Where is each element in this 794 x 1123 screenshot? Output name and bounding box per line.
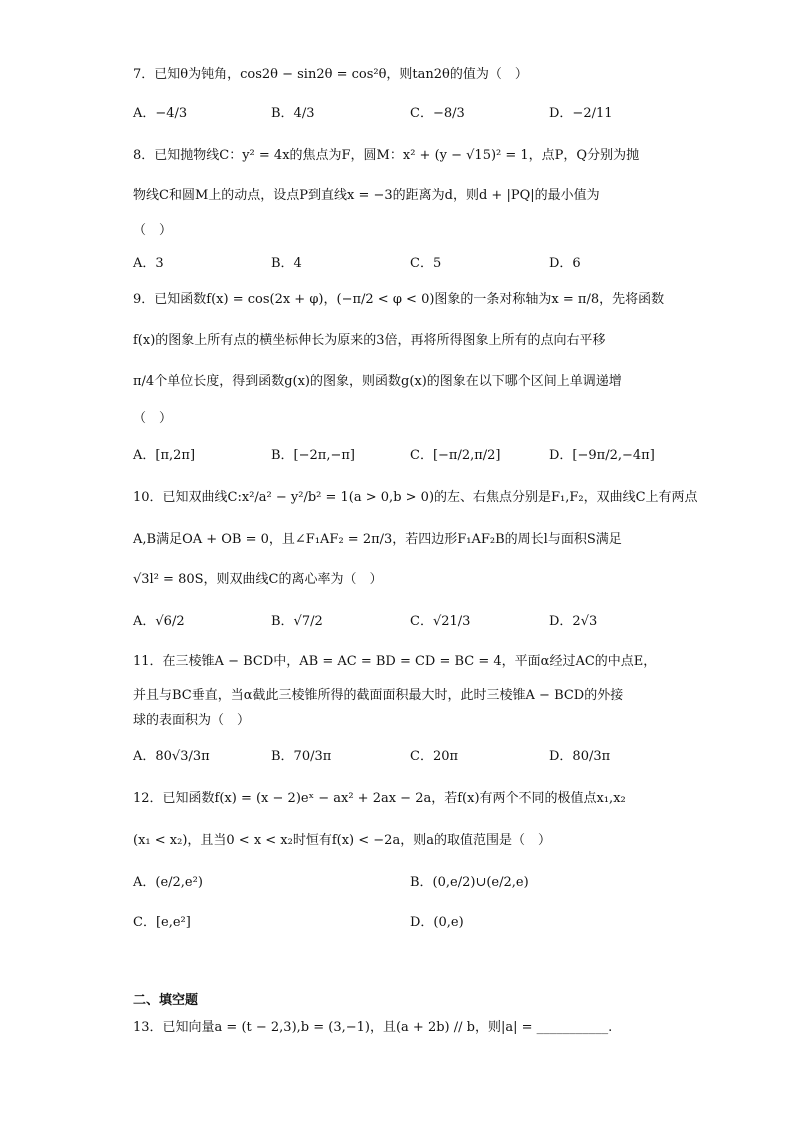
- question-12-option-b[interactable]: B．(0,e/2)∪(e/2,e): [410, 875, 529, 890]
- question-8-option-a[interactable]: A．3: [133, 256, 164, 271]
- question-9-option-c[interactable]: C．[−π/2,π/2]: [410, 448, 501, 463]
- question-12-stem-line-1: 12．已知函数f(x) = (x − 2)eˣ − ax² + 2ax − 2a，若f(x)有两个不同的极值点x₁,x₂: [133, 791, 626, 806]
- question-11-option-b[interactable]: B．70/3π: [271, 749, 332, 764]
- question-8-stem-line-1: 8．已知抛物线C：y² = 4x的焦点为F，圆M：x² + (y − √15)² = 1，点P，Q分别为抛: [133, 148, 640, 163]
- question-10-stem-line-2: A,B满足OA + OB = 0，且∠F₁AF₂ = 2π/3，若四边形F₁AF₂B的周长l与面积S满足: [133, 532, 622, 547]
- question-8-stem-line-2: 物线C和圆M上的动点，设点P到直线x = −3的距离为d，则d + |PQ|的最小值为: [133, 188, 600, 203]
- question-10-stem-line-3: √3l² = 80S，则双曲线C的离心率为（ ）: [133, 572, 383, 587]
- question-7-option-b[interactable]: B．4/3: [271, 106, 315, 121]
- question-9-option-a[interactable]: A．[π,2π]: [133, 448, 196, 463]
- question-10-option-a[interactable]: A．√6/2: [133, 614, 185, 629]
- question-12-option-d[interactable]: D．(0,e): [410, 915, 464, 930]
- question-8-option-b[interactable]: B．4: [271, 256, 302, 271]
- question-11-option-a[interactable]: A．80√3/3π: [133, 749, 210, 764]
- question-10-option-c[interactable]: C．√21/3: [410, 614, 471, 629]
- question-11-stem-line-3: 球的表面积为（ ）: [133, 713, 251, 728]
- question-7-stem: 7．已知θ为钝角，cos2θ − sin2θ = cos²θ，则tan2θ的值为（ ）: [133, 67, 528, 82]
- question-10-stem-line-1: 10．已知双曲线C:x²/a² − y²/b² = 1(a > 0,b > 0)的左、右焦点分别是F₁,F₂，双曲线C上有两点: [133, 490, 698, 505]
- question-9-stem-line-1: 9．已知函数f(x) = cos(2x + φ)，(−π/2 < φ < 0)图象的一条对称轴为x = π/8，先将函数: [133, 292, 665, 307]
- question-9-option-d[interactable]: D．[−9π/2,−4π]: [549, 448, 655, 463]
- question-8-option-c[interactable]: C．5: [410, 256, 442, 271]
- question-11-stem-line-1: 11．在三棱锥A − BCD中，AB = AC = BD = CD = BC = 4，平面α经过AC的中点E，: [133, 654, 657, 669]
- question-9-option-b[interactable]: B．[−2π,−π]: [271, 448, 355, 463]
- question-7-option-d[interactable]: D．−2/11: [549, 106, 613, 121]
- question-8-stem-line-3: （ ）: [133, 223, 173, 238]
- question-11-option-d[interactable]: D．80/3π: [549, 749, 611, 764]
- question-12-option-c[interactable]: C．[e,e²]: [133, 915, 191, 930]
- question-11-stem-line-2: 并且与BC垂直，当α截此三棱锥所得的截面面积最大时，此时三棱锥A − BCD的外接: [133, 688, 624, 703]
- question-9-stem-line-2: f(x)的图象上所有点的横坐标伸长为原来的3倍，再将所得图象上所有的点向右平移: [133, 333, 606, 348]
- section-title: 二、填空题: [133, 993, 199, 1008]
- question-12-stem-line-2: (x₁ < x₂)，且当0 < x < x₂时恒有f(x) < −2a，则a的取值范围是（ ）: [133, 833, 551, 848]
- question-12-option-a[interactable]: A．(e/2,e²): [133, 875, 203, 890]
- question-13-stem: 13．已知向量a = (t − 2,3),b = (3,−1)，且(a + 2b) // b，则|a| = ___________.: [133, 1020, 613, 1035]
- question-7-option-c[interactable]: C．−8/3: [410, 106, 465, 121]
- question-8-option-d[interactable]: D．6: [549, 256, 581, 271]
- question-10-option-d[interactable]: D．2√3: [549, 614, 598, 629]
- question-10-option-b[interactable]: B．√7/2: [271, 614, 323, 629]
- question-9-stem-line-4: （ ）: [133, 411, 173, 426]
- question-7-option-a[interactable]: A．−4/3: [133, 106, 188, 121]
- question-11-option-c[interactable]: C．20π: [410, 749, 459, 764]
- question-9-stem-line-3: π/4个单位长度，得到函数g(x)的图象，则函数g(x)的图象在以下哪个区间上单调递增: [133, 374, 622, 389]
